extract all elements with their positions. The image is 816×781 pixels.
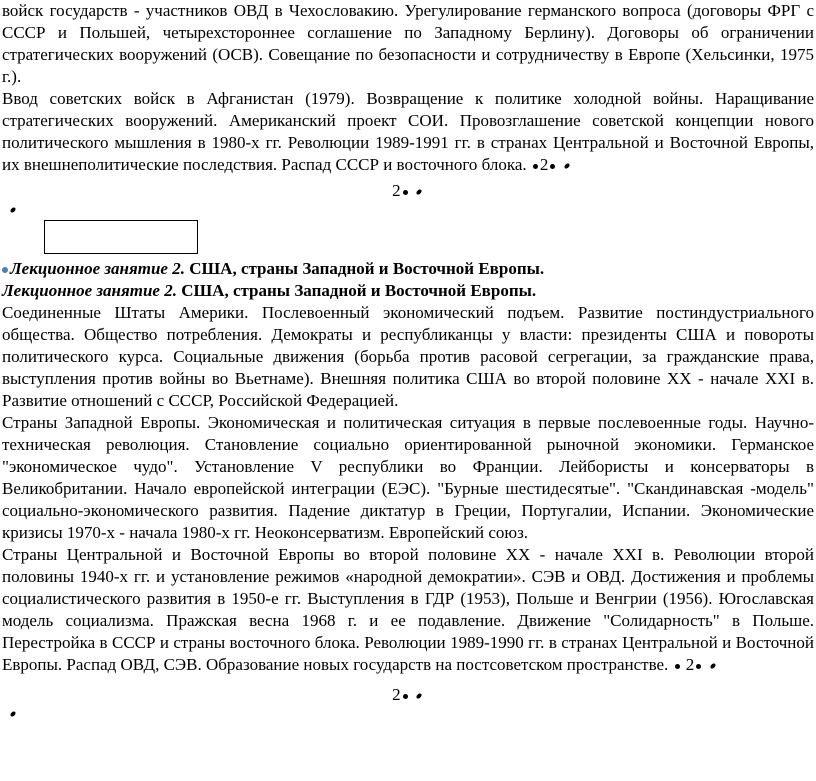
paragraph-western-europe: Страны Западной Европы. Экономическая и политическая ситуация в первые послевоенные годы. Научно-техническая революция. Становление социально ориентированной рыночной экономики. Германское "экономическое чудо". Установление V республики во Франции. Лейбористы и консерваторы в Великобритании. Начало европейской интеграции (ЕЭС). "Бурные шестидесятые". "Скандинавская -модель" социально-экономического развития. Падение диктатур в Греции, Португалии, Испании. Экономические кризисы 1970-х - начала 1980-х гг. Неоконсерватизм. Европейский союз. (2, 413, 814, 542)
bullet-dot (415, 693, 422, 700)
lecture-title: США, страны Западной и Восточной Европы. (176, 281, 537, 300)
lecture-heading (2, 280, 814, 302)
page-marker: 2 (392, 181, 401, 200)
lecture-label: Лекционное занятие 2. (2, 281, 177, 300)
page-marker-line (2, 180, 814, 202)
bullet-dot (696, 664, 701, 669)
paragraph-detente: войск государств - участников ОВД в Чехословакию. Урегулирование германского вопроса (договоры ФРГ с СССР и Польшей, четырехстороннее соглашение по Западному Берлину). Договоры об ограничении стратегических вооружений (ОСВ). Совещание по безопасности и сотрудничеству в Европе (Хельсинки, 1975 г.). (2, 1, 814, 86)
bullet-dot (9, 710, 16, 717)
paragraph-text: Ввод советских войск в Афганистан (1979). Возвращение к политике холодной войны. Наращивание стратегических вооружений. Американский проект СОИ. Провозглашение советской концепции нового политического мышления в 1980-х гг. Революции 1989-1991 гг. в странах Центральной и Восточной Европы, их внешнеполитические последствия. Распад СССР и восточного блока. (2, 89, 814, 174)
bullet-dot (675, 664, 680, 669)
lecture-heading-bulleted (2, 258, 814, 280)
empty-frame (44, 220, 198, 254)
page-marker: 2 (392, 685, 401, 704)
paragraph-eastern-europe (2, 544, 814, 676)
bullet-dot (550, 164, 555, 169)
bullet-dot (403, 190, 408, 195)
list-bullet-icon (2, 267, 8, 273)
bullet-dot (403, 694, 408, 699)
bullet-dot (563, 163, 570, 170)
lecture-label: Лекционное занятие 2. (10, 259, 185, 278)
paragraph-text: Страны Центральной и Восточной Европы во второй половине XX - начале XXI в. Революции второй половины 1940-х гг. и установление режимов «народной демократии». СЭВ и ОВД. Достижения и проблемы социалистического развития в 1950-е гг. Выступления в ГДР (1953), Польше и Венгрии (1956). Югославская модель социализма. Пражская весна 1968 г. и ее подавление. Движение "Солидарность" в Польше. Перестройка в СССР и страны восточного блока. Революции 1989-1990 гг. в странах Центральной и Восточной Европы. Распад ОВД, СЭВ. Образование новых государств на постсоветском пространстве. (2, 545, 814, 674)
paragraph-usa: Соединенные Штаты Америки. Послевоенный экономический подъем. Развитие постиндустриального общества. Общество потребления. Демократы и республиканцы у власти: президенты США и повороты политического курса. Социальные движения (борьба против расовой сегрегации, за гражданские права, выступления против войны во Вьетнаме). Внешняя политика США во второй половине XX - начале XXI в. Развитие отношений с СССР, Российской Федерацией. (2, 303, 814, 410)
bullet-dot (533, 164, 538, 169)
page-marker: 2 (685, 655, 695, 674)
bullet-dot (9, 206, 16, 213)
bullet-dot (709, 663, 716, 670)
paragraph-cold-war-return (2, 88, 814, 176)
bullet-dot (415, 189, 422, 196)
page-marker-line (2, 684, 814, 706)
lecture-title: США, страны Западной и Восточной Европы. (184, 259, 545, 278)
page-marker: 2 (539, 155, 549, 174)
